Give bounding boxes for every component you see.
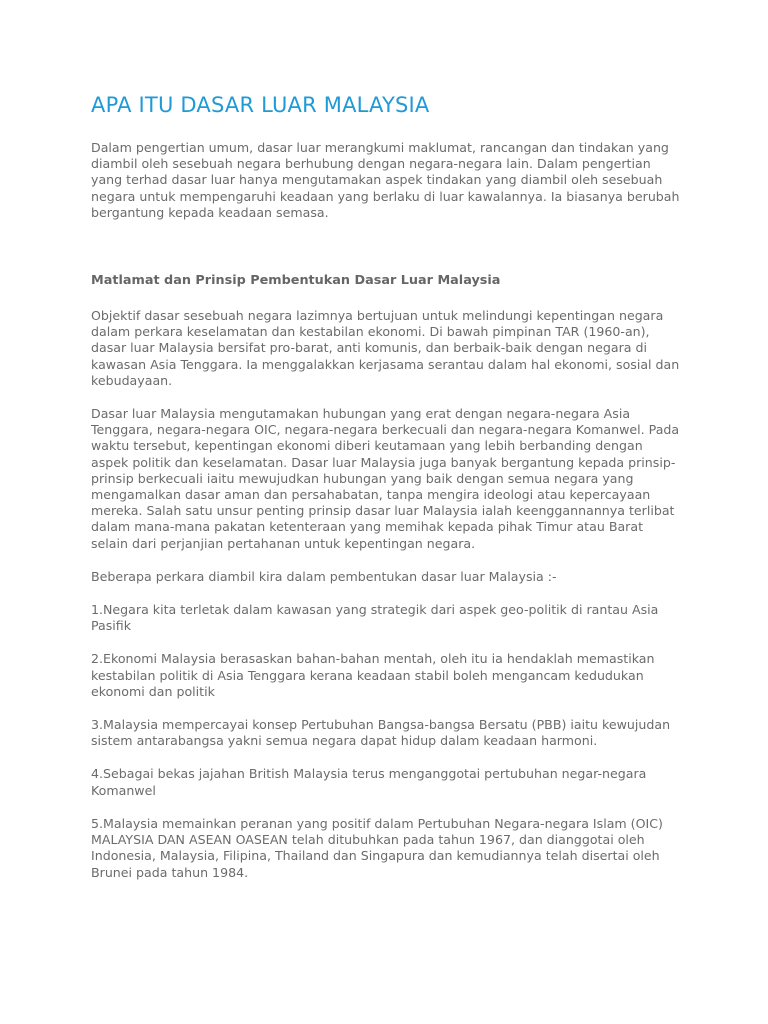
list-item: 5.Malaysia memainkan peranan yang positif dalam Pertubuhan Negara-negara Islam (OIC) MALAYSIA DAN ASEAN OASEAN telah ditubuhkan pada tahun 1967, dan dianggotai oleh Indonesia, Malaysia, Filipina, Thailand dan Singapura dan kemudiannya telah disertai oleh Brunei pada tahun 1984.	[91, 815, 663, 880]
list-item: 4.Sebagai bekas jajahan British Malaysia terus menganggotai pertubuhan negar-negara Komanwel	[91, 766, 647, 798]
list-item: 3.Malaysia mempercayai konsep Pertubuhan Bangsa-bangsa Bersatu (PBB) iaitu kewujudan sistem antarabangsa yakni semua negara dapat hidup dalam keadaan harmoni.	[91, 717, 671, 749]
section-heading: Matlamat dan Prinsip Pembentukan Dasar Luar Malaysia	[91, 273, 501, 289]
considerations-list	[91, 602, 681, 881]
document-title: APA ITU DASAR LUAR MALAYSIA	[91, 93, 430, 117]
intro-paragraph: Dalam pengertian umum, dasar luar merangkumi maklumat, rancangan dan tindakan yang diambil oleh sesebuah negara berhubung dengan negara-negara lain. Dalam pengertian yang terhad dasar luar hanya mengutamakan aspek tindakan yang diambil oleh sesebuah negara untuk mempengaruhi keadaan yang berlaku di luar kawalannya. Ia biasanya berubah bergantung kepada keadaan semasa.	[91, 140, 680, 220]
body-paragraph-perkara: Beberapa perkara diambil kira dalam pembentukan dasar luar Malaysia :-	[91, 568, 557, 584]
body-paragraph-objektif: Objektif dasar sesebuah negara lazimnya bertujuan untuk melindungi kepentingan negara dalam perkara keselamatan dan kestabilan ekonomi. Di bawah pimpinan TAR (1960-an), dasar luar Malaysia bersifat pro-barat, anti komunis, dan berbaik-baik dengan negara di kawasan Asia Tenggara. Ia menggalakkan kerjasama serantau dalam hal ekonomi, sosial dan kebudayaan.	[91, 308, 680, 388]
list-item: 2.Ekonomi Malaysia berasaskan bahan-bahan mentah, oleh itu ia hendaklah memastikan kestabilan politik di Asia Tenggara kerana keadaan stabil boleh mengancam kedudukan ekonomi dan politik	[91, 651, 655, 699]
document-page	[91, 92, 681, 898]
list-item: 1.Negara kita terletak dalam kawasan yang strategik dari aspek geo-politik di rantau Asia Pasifik	[91, 602, 659, 634]
body-paragraph-hubungan: Dasar luar Malaysia mengutamakan hubungan yang erat dengan negara-negara Asia Tenggara, negara-negara OIC, negara-negara berkecuali dan negara-negara Komanwel. Pada waktu tersebut, kepentingan ekonomi diberi keutamaan yang lebih berbanding dengan aspek politik dan keselamatan. Dasar luar Malaysia juga banyak bergantung kepada prinsip-prinsip berkecuali iaitu mewujudkan hubungan yang baik dengan semua negara yang mengamalkan dasar aman dan persahabatan, tanpa mengira ideologi atau kepercayaan mereka. Salah satu unsur penting prinsip dasar luar Malaysia ialah keenggannannya terlibat dalam mana-mana pakatan ketenteraan yang memihak kepada pihak Timur atau Barat selain dari perjanjian pertahanan untuk kepentingan negara.	[91, 406, 680, 551]
